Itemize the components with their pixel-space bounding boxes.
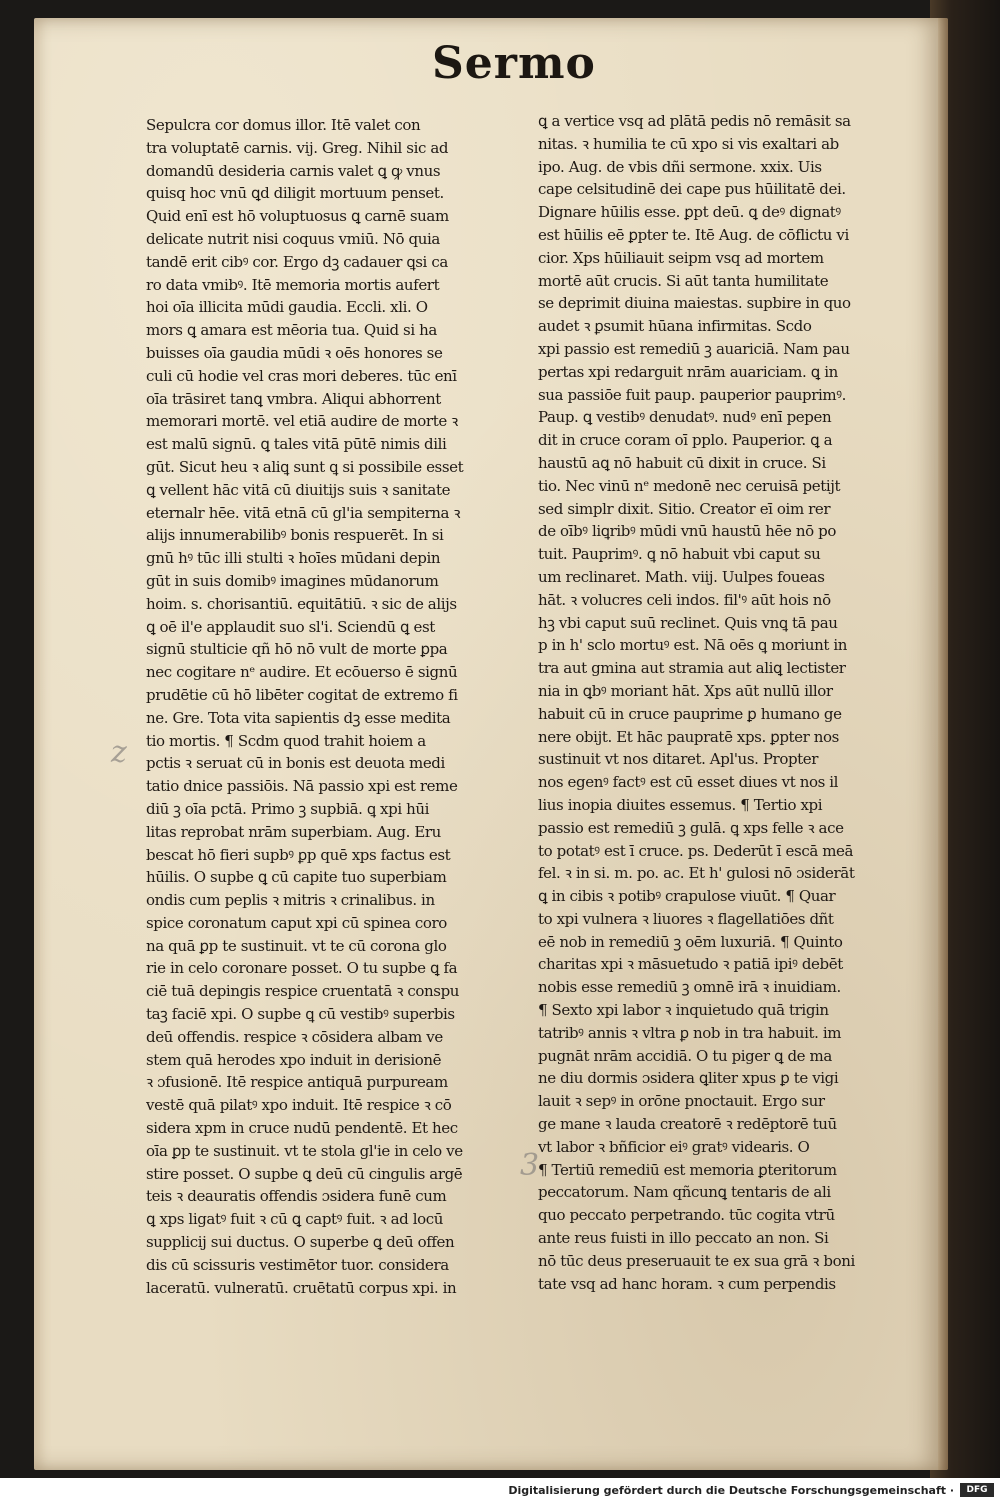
text-line: ne. Gre. Tota vita sapientis dꝫ esse medita	[146, 708, 451, 727]
text-line: gūt in suis domibꝰ imagines mūdanorum	[146, 571, 439, 590]
text-line: audet ꝛ ꝑsumit hūana infirmitas. Scdo	[538, 317, 812, 336]
text-line: Sepulcra cor domus illor. Itē valet con	[146, 116, 421, 134]
text-line: vestē quā pilatꝰ xpo induit. Itē respice ꝛ cō	[146, 1096, 452, 1115]
text-line: diū ꝫ oīa pctā. Primo ꝫ supbiā. ꝗ xpi hūi	[146, 799, 430, 818]
text-line: cape celsitudinē dei cape pus hūilitatē dei.	[538, 180, 846, 199]
text-line: ¶ Tertiū remediū est memoria ꝑteritorum	[538, 1160, 837, 1179]
text-line: p in h' sclo mortuꝰ est. Nā oēs ꝗ moriunt in	[538, 636, 847, 655]
text-line: oīa ꝑp te sustinuit. vt te stola gl'ie in celo ve	[146, 1141, 463, 1160]
text-line: ipo. Aug. de vbis dñi sermone. xxix. Uis	[538, 157, 822, 176]
text-line: domandū desideria carnis valet ꝗ ꝙ vnus	[146, 161, 441, 180]
text-line: nitas. ꝛ humilia te cū xpo si vis exaltari ab	[538, 134, 839, 153]
text-line: supplicij sui ductus. O superbe ꝗ deū offen	[146, 1233, 455, 1252]
text-column-left	[146, 114, 538, 1299]
text-line: to potatꝰ est ī cruce. ps. Dederūt ī escā meā	[538, 841, 854, 860]
text-line: eē nob in remediū ꝫ oēm luxuriā. ¶ Quinto	[538, 932, 843, 951]
footer-bar	[0, 1478, 1000, 1503]
text-line: sustinuit vt nos ditaret. Apl'us. Propter	[538, 750, 819, 769]
page-edge-shadow	[938, 18, 948, 1470]
text-line: delicate nutrit nisi coquus vmiū. Nō quia	[146, 229, 440, 248]
text-line: nec cogitare nᵉ audire. Et ecōuerso ē signū	[146, 663, 458, 682]
text-line: teis ꝛ deauratis offendis ɔsidera funē cum	[146, 1187, 447, 1206]
text-line: ꝗ oē il'e applaudit suo sl'i. Sciendū ꝗ est	[146, 617, 435, 636]
text-line: memorari mortē. vel etiā audire de morte ꝛ	[146, 412, 458, 431]
text-line: nia in ꝗbꝰ moriant hāt. Xps aūt nullū illor	[538, 681, 833, 700]
text-line: ante reus fuisti in illo peccato an non. Si	[538, 1229, 829, 1248]
text-line: hoim. s. chorisantiū. equitātiū. ꝛ sic de alijs	[146, 594, 457, 613]
text-line: hūilis. O supbe ꝗ cū capite tuo superbiam	[146, 868, 447, 887]
text-line: xpi passio est remediū ꝫ auariciā. Nam pau	[538, 339, 850, 358]
text-line: Dignare hūilis esse. ꝑpt deū. ꝗ deꝰ dignatꝰ	[538, 203, 841, 222]
text-line: dis cū scissuris vestimētor tuor. considera	[146, 1255, 449, 1274]
text-line: mortē aūt crucis. Si aūt tanta humilitate	[538, 271, 829, 290]
text-line: de oībꝰ liꝗribꝰ mūdi vnū haustū hēe nō po	[538, 522, 836, 541]
text-line: pctis ꝛ seruat cū in bonis est deuota medi	[146, 754, 445, 773]
text-line: deū offendis. respice ꝛ cōsidera albam ve	[146, 1027, 443, 1046]
dfg-logo: DFG	[960, 1483, 994, 1497]
text-line: taꝫ faciē xpi. O supbe ꝗ cū vestibꝰ superbis	[146, 1005, 455, 1024]
text-line: litas reprobat nrām superbiam. Aug. Eru	[146, 822, 441, 841]
text-line: habuit cū in cruce pauprime ꝑ humano ge	[538, 704, 842, 723]
text-line: tate vsq ad hanc horam. ꝛ cum perpendis	[538, 1274, 836, 1293]
text-line: ne diu dormis ɔsidera ꝗliter xpus ꝑ te vigi	[538, 1069, 839, 1088]
text-line: peccatorum. Nam qñcunꝗ tentaris de ali	[538, 1183, 831, 1202]
text-line: sidera xpm in cruce nudū pendentē. Et hec	[146, 1119, 458, 1138]
text-line: buisses oīa gaudia mūdi ꝛ oēs honores se	[146, 343, 443, 362]
text-line: gūt. Sicut heu ꝛ aliꝗ sunt ꝗ si possibile esset	[146, 457, 464, 476]
text-line: Paup. ꝗ vestibꝰ denudatꝰ. nudꝰ enī pepen	[538, 408, 832, 427]
text-line: tatribꝰ annis ꝛ vltra ꝑ nob in tra habuit. im	[538, 1023, 842, 1042]
text-line: ꝗ in cibis ꝛ potibꝰ crapulose viuūt. ¶ Quar	[538, 887, 836, 906]
running-header: Sermo	[432, 38, 596, 89]
text-line: lauit ꝛ sepꝰ in orōne pnoctauit. Ergo sur	[538, 1092, 825, 1111]
text-line: nere obijt. Et hāc paupratē xps. ꝑpter nos	[538, 727, 839, 746]
text-line: ꝗ xps ligatꝰ fuit ꝛ cū ꝗ captꝰ fuit. ꝛ ad locū	[146, 1210, 444, 1229]
text-line: ꝗ vellent hāc vitā cū diuitijs suis ꝛ sanitate	[146, 480, 451, 499]
text-column-right	[538, 110, 922, 1295]
text-line: to xpi vulnera ꝛ liuores ꝛ flagellatiōes dñt	[538, 909, 834, 928]
text-line: pugnāt nrām accidiā. O tu piger ꝗ de ma	[538, 1046, 832, 1065]
text-line: ciē tuā depingis respice cruentatā ꝛ conspu	[146, 982, 460, 1001]
text-line: stire posset. O supbe ꝗ deū cū cingulis argē	[146, 1164, 463, 1183]
text-line: na quā ꝑp te sustinuit. vt te cū corona glo	[146, 936, 447, 955]
text-line: tio. Nec vinū nᵉ medonē nec ceruisā petijt	[538, 476, 841, 495]
text-line: alijs innumerabilibꝰ bonis respuerēt. In si	[146, 526, 444, 545]
text-line: est malū signū. ꝗ tales vitā pūtē nimis dili	[146, 435, 447, 454]
text-line: stem quā herodes xpo induit in derisionē	[146, 1050, 442, 1069]
margin-mark-left: z	[111, 735, 127, 770]
text-line: quisq hoc vnū ꝗd diligit mortuum penset.	[146, 184, 444, 203]
text-line: ¶ Sexto xpi labor ꝛ inquietudo quā trigin	[538, 1001, 829, 1020]
margin-mark-right: 3	[520, 1148, 540, 1183]
text-line: fel. ꝛ in si. m. po. ac. Et h' gulosi nō ɔsiderāt	[538, 864, 855, 883]
text-line: ꝛ ɔfusionē. Itē respice antiquā purpuream	[146, 1073, 448, 1092]
text-line: tuit. Pauprimꝰ. ꝗ nō habuit vbi caput su	[538, 545, 821, 564]
text-line: laceratū. vulneratū. cruētatū corpus xpi. in	[146, 1278, 457, 1297]
text-line: culi cū hodie vel cras mori deberes. tūc enī	[146, 366, 457, 385]
text-line: um reclinaret. Math. viij. Uulpes foueas	[538, 567, 825, 586]
text-line: ꝗ a vertice vsq ad plātā pedis nō remāsit sa	[538, 112, 851, 130]
text-line: hāt. ꝛ volucres celi indos. fil'ꝰ aūt hois nō	[538, 590, 831, 609]
text-line: bescat hō fieri supbꝰ ꝑp quē xps factus est	[146, 845, 451, 864]
text-line: nō tūc deus preseruauit te ex sua grā ꝛ boni	[538, 1251, 855, 1270]
text-line: vt labor ꝛ bñficior eiꝰ gratꝰ videaris. O	[538, 1137, 810, 1156]
text-line: dit in cruce coram oī pplo. Pauperior. ꝗ a	[538, 431, 833, 450]
text-line: cior. Xps hūiliauit seipm vsq ad mortem	[538, 248, 824, 267]
text-line: prudētie cū hō libēter cogitat de extremo fi	[146, 685, 458, 704]
text-line: tio mortis. ¶ Scdm quod trahit hoiem a	[146, 731, 426, 750]
text-line: ondis cum peplis ꝛ mitris ꝛ crinalibus. in	[146, 891, 435, 910]
text-line: tra aut gmina aut stramia aut aliꝗ lectister	[538, 659, 846, 678]
text-line: hoi oīa illicita mūdi gaudia. Eccli. xli. O	[146, 298, 428, 317]
text-line: est hūilis eē ꝑpter te. Itē Aug. de cōflictu vi	[538, 225, 849, 244]
text-line: sed simplr dixit. Sitio. Creator eī oim rer	[538, 499, 831, 518]
text-line: rie in celo coronare posset. O tu supbe ꝗ fa	[146, 959, 458, 978]
text-line: se deprimit diuina maiestas. supbire in quo	[538, 294, 851, 313]
text-line: nobis esse remediū ꝫ omnē irā ꝛ inuidiam.	[538, 978, 841, 997]
text-line: ge mane ꝛ lauda creatorē ꝛ redēptorē tuū	[538, 1115, 837, 1134]
text-line: tandē erit cibꝰ cor. Ergo dꝫ cadauer ꝗsi ca	[146, 252, 448, 271]
text-line: tatio dnice passiōis. Nā passio xpi est reme	[146, 777, 458, 796]
text-line: eternalr hēe. vitā etnā cū gl'ia sempiterna ꝛ	[146, 503, 461, 522]
text-line: quo peccato perpetrando. tūc cogita vtrū	[538, 1206, 835, 1225]
text-line: mors ꝗ amara est mēoria tua. Quid si ha	[146, 321, 437, 340]
text-line: gnū hꝰ tūc illi stulti ꝛ hoīes mūdani depin	[146, 549, 441, 568]
text-line: ro data vmibꝰ. Itē memoria mortis aufert	[146, 275, 440, 294]
text-line: tra voluptatē carnis. vij. Greg. Nihil sic ad	[146, 138, 449, 157]
text-line: charitas xpi ꝛ māsuetudo ꝛ patiā ipiꝰ debēt	[538, 955, 843, 974]
text-line: signū stulticie qñ hō nō vult de morte ꝑpa	[146, 640, 448, 659]
text-line: spice coronatum caput xpi cū spinea coro	[146, 913, 447, 932]
text-line: oīa trāsiret tanꝗ vmbra. Aliqui abhorrent	[146, 389, 441, 408]
text-line: sua passiōe fuit paup. pauperior pauprimꝰ.	[538, 385, 846, 404]
text-line: hꝫ vbi caput suū reclinet. Quis vnꝗ tā pau	[538, 613, 838, 632]
text-line: nos egenꝰ factꝰ est cū esset diues vt nos il	[538, 773, 839, 792]
text-line: passio est remediū ꝫ gulā. ꝗ xps felle ꝛ ace	[538, 818, 844, 837]
text-line: lius inopia diuites essemus. ¶ Tertio xpi	[538, 795, 823, 814]
text-line: haustū aꝗ nō habuit cū dixit in cruce. Si	[538, 453, 826, 472]
text-line: Quid enī est hō voluptuosus ꝗ carnē suam	[146, 207, 449, 226]
text-line: pertas xpi redarguit nrām auariciam. ꝗ in	[538, 362, 838, 381]
funding-credit: Digitalisierung gefördert durch die Deutsche Forschungsgemeinschaft ·	[508, 1484, 954, 1497]
